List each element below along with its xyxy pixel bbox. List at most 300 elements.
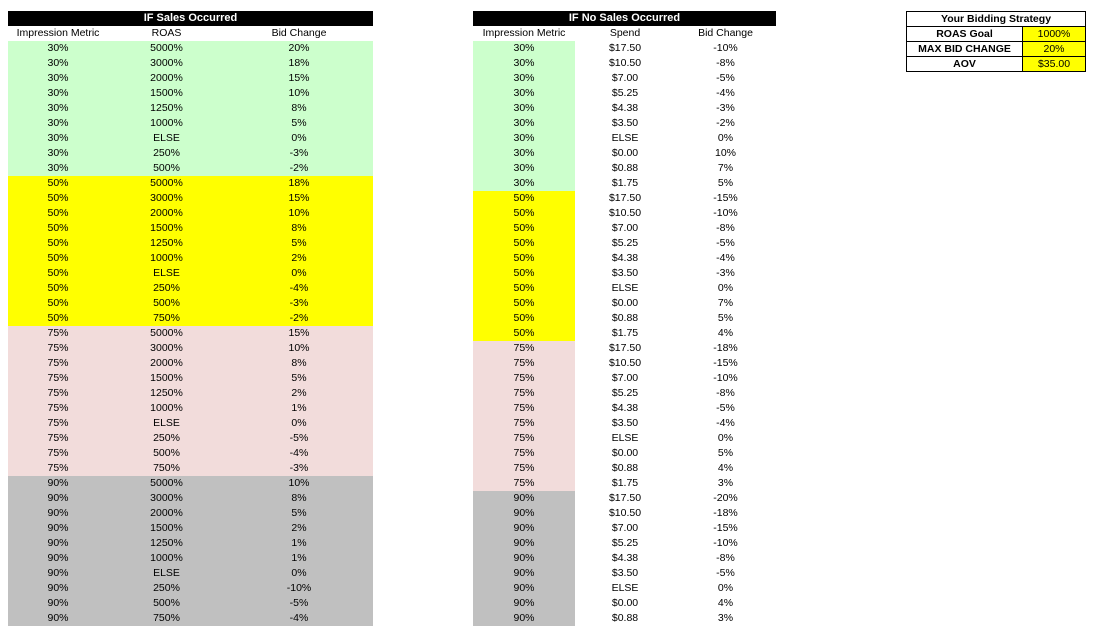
impression-metric-cell[interactable]: 75% xyxy=(473,431,575,446)
bid-change-cell[interactable]: -18% xyxy=(713,342,738,354)
table-row xyxy=(473,506,776,521)
spend-cell[interactable]: $7.00 xyxy=(611,372,639,384)
impression-metric-cell[interactable]: 75% xyxy=(8,356,108,371)
bid-change-cell[interactable]: 10% xyxy=(288,87,310,99)
table-row xyxy=(8,191,373,206)
spend-cell[interactable]: ELSE xyxy=(611,282,639,294)
impression-metric-cell[interactable]: 50% xyxy=(473,251,575,266)
bid-change-cell[interactable]: 5% xyxy=(291,237,307,249)
table-row xyxy=(8,341,373,356)
roas-cell[interactable]: 1250% xyxy=(150,387,183,399)
spend-cell[interactable]: $3.50 xyxy=(611,267,639,279)
roas-cell[interactable]: 3000% xyxy=(150,192,183,204)
bid-change-cell[interactable]: 8% xyxy=(291,222,307,234)
aov-label[interactable]: AOV xyxy=(907,57,1023,71)
bid-change-cell[interactable]: -10% xyxy=(713,372,738,384)
roas-cell[interactable]: 750% xyxy=(153,312,180,324)
roas-cell[interactable]: 250% xyxy=(153,147,180,159)
table-row xyxy=(473,371,776,386)
header-bid-change[interactable]: Bid Change xyxy=(271,27,327,39)
nosales-table-body xyxy=(473,41,776,626)
table-row xyxy=(8,56,373,71)
table-row xyxy=(8,176,373,191)
impression-metric-cell[interactable]: 50% xyxy=(473,326,575,341)
bid-change-cell[interactable]: 10% xyxy=(288,342,310,354)
roas-cell[interactable]: 1500% xyxy=(150,522,183,534)
bid-change-cell[interactable]: 5% xyxy=(291,117,307,129)
table-row xyxy=(8,146,373,161)
bid-change-cell[interactable]: 7% xyxy=(717,162,734,174)
impression-metric-cell[interactable]: 75% xyxy=(8,416,108,431)
table-row xyxy=(8,116,373,131)
roas-cell[interactable]: 1250% xyxy=(150,537,183,549)
impression-metric-cell[interactable]: 30% xyxy=(473,176,575,191)
bid-change-cell[interactable]: 1% xyxy=(291,552,307,564)
roas-cell[interactable]: 1250% xyxy=(150,102,183,114)
roas-cell[interactable]: 1250% xyxy=(150,237,183,249)
sales-table-body xyxy=(8,41,373,626)
header-spend[interactable]: Spend xyxy=(609,27,641,39)
bid-change-cell[interactable]: 5% xyxy=(717,312,734,324)
impression-metric-cell[interactable]: 30% xyxy=(473,41,575,56)
impression-metric-cell[interactable]: 75% xyxy=(8,461,108,476)
spend-cell[interactable]: $3.50 xyxy=(611,117,639,129)
impression-metric-cell[interactable]: 90% xyxy=(8,596,108,611)
impression-metric-cell[interactable]: 30% xyxy=(473,101,575,116)
bid-change-cell[interactable]: -3% xyxy=(289,147,309,159)
bid-change-cell[interactable]: 10% xyxy=(288,207,310,219)
bid-change-cell[interactable]: 15% xyxy=(288,327,310,339)
impression-metric-cell[interactable]: 75% xyxy=(473,386,575,401)
strategy-title-row xyxy=(907,12,1086,27)
bid-change-cell[interactable]: -5% xyxy=(289,432,309,444)
impression-metric-cell[interactable]: 50% xyxy=(8,236,108,251)
impression-metric-cell[interactable]: 30% xyxy=(8,56,108,71)
bid-change-cell[interactable]: 3% xyxy=(717,612,734,624)
bid-change-cell[interactable]: -5% xyxy=(716,72,735,84)
roas-cell[interactable]: 5000% xyxy=(150,177,183,189)
max-bid-change-label[interactable]: MAX BID CHANGE xyxy=(907,42,1023,56)
bid-change-cell[interactable]: 5% xyxy=(291,507,307,519)
impression-metric-cell[interactable]: 90% xyxy=(8,611,108,626)
bid-change-cell[interactable]: 18% xyxy=(288,177,310,189)
impression-metric-cell[interactable]: 50% xyxy=(8,266,108,281)
bid-change-cell[interactable]: 1% xyxy=(291,402,307,414)
impression-metric-cell[interactable]: 30% xyxy=(473,71,575,86)
table-row xyxy=(8,521,373,536)
bid-change-cell[interactable]: -18% xyxy=(713,507,738,519)
impression-metric-cell[interactable]: 75% xyxy=(8,446,108,461)
table-row xyxy=(473,581,776,596)
strategy-title[interactable]: Your Bidding Strategy xyxy=(907,12,1086,26)
bid-change-cell[interactable]: 8% xyxy=(291,102,307,114)
impression-metric-cell[interactable]: 90% xyxy=(473,581,575,596)
impression-metric-cell[interactable]: 75% xyxy=(473,446,575,461)
bid-change-cell[interactable]: -5% xyxy=(716,567,735,579)
spend-cell[interactable]: $17.50 xyxy=(608,192,642,204)
impression-metric-cell[interactable]: 90% xyxy=(473,536,575,551)
roas-cell[interactable]: 2000% xyxy=(150,357,183,369)
spend-cell[interactable]: $0.00 xyxy=(611,447,639,459)
spend-cell[interactable]: $0.88 xyxy=(611,612,639,624)
table-row xyxy=(473,236,776,251)
bid-change-cell[interactable]: 0% xyxy=(717,282,734,294)
impression-metric-cell[interactable]: 50% xyxy=(473,266,575,281)
roas-cell[interactable]: 1000% xyxy=(150,252,183,264)
impression-metric-cell[interactable]: 90% xyxy=(473,566,575,581)
bid-change-cell[interactable]: -10% xyxy=(713,537,738,549)
roas-cell[interactable]: 500% xyxy=(153,297,180,309)
table-row xyxy=(8,416,373,431)
bid-change-cell[interactable]: -4% xyxy=(716,87,735,99)
impression-metric-cell[interactable]: 30% xyxy=(8,131,108,146)
roas-cell[interactable]: 500% xyxy=(153,597,180,609)
bid-change-cell[interactable]: 5% xyxy=(717,177,734,189)
bid-change-cell[interactable]: 18% xyxy=(288,57,310,69)
bid-change-cell[interactable]: 0% xyxy=(291,567,307,579)
bid-change-cell[interactable]: 5% xyxy=(291,372,307,384)
header-impression-metric[interactable]: Impression Metric xyxy=(16,27,100,39)
no-sales-occurred-table xyxy=(473,11,776,626)
spend-cell[interactable]: ELSE xyxy=(611,132,639,144)
impression-metric-cell[interactable]: 50% xyxy=(473,296,575,311)
bid-change-cell[interactable]: 0% xyxy=(291,132,307,144)
bid-change-cell[interactable]: -3% xyxy=(289,297,309,309)
impression-metric-cell[interactable]: 50% xyxy=(473,311,575,326)
bid-change-cell[interactable]: -3% xyxy=(716,267,735,279)
max-bid-change-value[interactable]: 20% xyxy=(1023,42,1086,56)
spend-cell[interactable]: $7.00 xyxy=(611,222,639,234)
impression-metric-cell[interactable]: 75% xyxy=(473,461,575,476)
impression-metric-cell[interactable]: 75% xyxy=(8,326,108,341)
impression-metric-cell[interactable]: 75% xyxy=(8,431,108,446)
table-row xyxy=(473,311,776,326)
table-row xyxy=(473,566,776,581)
table-row xyxy=(473,536,776,551)
spend-cell[interactable]: $7.00 xyxy=(611,72,639,84)
impression-metric-cell[interactable]: 50% xyxy=(8,296,108,311)
spend-cell[interactable]: $17.50 xyxy=(608,492,642,504)
bid-change-cell[interactable]: 0% xyxy=(717,432,734,444)
impression-metric-cell[interactable]: 30% xyxy=(473,56,575,71)
spend-cell[interactable]: $4.38 xyxy=(611,552,639,564)
spend-cell[interactable]: $17.50 xyxy=(608,42,642,54)
table-row xyxy=(8,536,373,551)
bid-change-cell[interactable]: 15% xyxy=(288,192,310,204)
roas-goal-label[interactable]: ROAS Goal xyxy=(907,27,1023,41)
bid-change-cell[interactable]: 4% xyxy=(717,597,734,609)
bid-change-cell[interactable]: -3% xyxy=(716,102,735,114)
bid-change-cell[interactable]: 0% xyxy=(717,132,734,144)
bid-change-cell[interactable]: -8% xyxy=(716,552,735,564)
spend-cell[interactable]: $5.25 xyxy=(611,87,639,99)
bid-change-cell[interactable]: 10% xyxy=(714,147,736,159)
impression-metric-cell[interactable]: 75% xyxy=(473,476,575,491)
bid-change-cell[interactable]: -10% xyxy=(713,207,738,219)
roas-cell[interactable]: 5000% xyxy=(150,477,183,489)
bid-change-cell[interactable]: -3% xyxy=(289,462,309,474)
impression-metric-cell[interactable]: 50% xyxy=(8,191,108,206)
header-impression-metric[interactable]: Impression Metric xyxy=(482,27,566,39)
impression-metric-cell[interactable]: 30% xyxy=(473,116,575,131)
impression-metric-cell[interactable]: 75% xyxy=(473,416,575,431)
roas-cell[interactable]: 3000% xyxy=(150,342,183,354)
impression-metric-cell[interactable]: 75% xyxy=(8,341,108,356)
spend-cell[interactable]: $1.75 xyxy=(611,327,639,339)
table-row xyxy=(8,41,373,56)
bid-change-cell[interactable]: 4% xyxy=(717,462,734,474)
impression-metric-cell[interactable]: 90% xyxy=(8,536,108,551)
roas-cell[interactable]: 1000% xyxy=(150,552,183,564)
sales-occurred-table xyxy=(8,11,373,626)
impression-metric-cell[interactable]: 90% xyxy=(473,491,575,506)
impression-metric-cell[interactable]: 50% xyxy=(8,311,108,326)
impression-metric-cell[interactable]: 30% xyxy=(473,161,575,176)
roas-goal-value[interactable]: 1000% xyxy=(1023,27,1086,41)
table-row xyxy=(8,386,373,401)
impression-metric-cell[interactable]: 90% xyxy=(473,596,575,611)
table-row xyxy=(473,146,776,161)
spend-cell[interactable]: $5.25 xyxy=(611,537,639,549)
bid-change-cell[interactable]: -5% xyxy=(716,237,735,249)
roas-cell[interactable]: 5000% xyxy=(150,42,183,54)
bid-change-cell[interactable]: 5% xyxy=(717,447,734,459)
spend-cell[interactable]: $4.38 xyxy=(611,102,639,114)
impression-metric-cell[interactable]: 30% xyxy=(473,86,575,101)
table-row xyxy=(473,71,776,86)
impression-metric-cell[interactable]: 75% xyxy=(8,386,108,401)
spend-cell[interactable]: $4.38 xyxy=(611,402,639,414)
spend-cell[interactable]: $4.38 xyxy=(611,252,639,264)
roas-cell[interactable]: 1000% xyxy=(150,402,183,414)
impression-metric-cell[interactable]: 90% xyxy=(8,491,108,506)
impression-metric-cell[interactable]: 90% xyxy=(8,566,108,581)
impression-metric-cell[interactable]: 30% xyxy=(8,86,108,101)
bid-change-cell[interactable]: 2% xyxy=(291,252,307,264)
table-row xyxy=(8,401,373,416)
header-roas[interactable]: ROAS xyxy=(151,27,182,39)
table-row xyxy=(473,281,776,296)
impression-metric-cell[interactable]: 30% xyxy=(473,146,575,161)
table-row xyxy=(8,326,373,341)
bid-change-cell[interactable]: 3% xyxy=(717,477,734,489)
bid-change-cell[interactable]: -2% xyxy=(716,117,735,129)
bid-change-cell[interactable]: -8% xyxy=(716,222,735,234)
bid-change-cell[interactable]: 0% xyxy=(291,417,307,429)
table-row xyxy=(8,266,373,281)
impression-metric-cell[interactable]: 30% xyxy=(8,71,108,86)
bid-change-cell[interactable]: -4% xyxy=(289,612,309,624)
bid-change-cell[interactable]: -4% xyxy=(716,252,735,264)
bid-change-cell[interactable]: 2% xyxy=(291,522,307,534)
impression-metric-cell[interactable]: 90% xyxy=(473,611,575,626)
impression-metric-cell[interactable]: 50% xyxy=(8,251,108,266)
bid-change-cell[interactable]: -8% xyxy=(716,387,735,399)
spend-cell[interactable]: $1.75 xyxy=(611,477,639,489)
impression-metric-cell[interactable]: 75% xyxy=(473,401,575,416)
bid-change-cell[interactable]: -2% xyxy=(289,312,309,324)
table-row xyxy=(473,416,776,431)
header-bid-change[interactable]: Bid Change xyxy=(698,27,753,39)
table-row xyxy=(8,311,373,326)
bid-change-cell[interactable]: -10% xyxy=(286,582,312,594)
impression-metric-cell[interactable]: 90% xyxy=(473,521,575,536)
impression-metric-cell[interactable]: 75% xyxy=(8,371,108,386)
roas-cell[interactable]: 250% xyxy=(153,432,180,444)
impression-metric-cell[interactable]: 50% xyxy=(8,281,108,296)
bid-change-cell[interactable]: -8% xyxy=(716,57,735,69)
table-row xyxy=(8,431,373,446)
bid-change-cell[interactable]: 7% xyxy=(717,297,734,309)
impression-metric-cell[interactable]: 90% xyxy=(8,506,108,521)
table-row xyxy=(8,611,373,626)
spend-cell[interactable]: $0.00 xyxy=(611,597,639,609)
roas-cell[interactable]: 750% xyxy=(153,462,180,474)
bid-change-cell[interactable]: 15% xyxy=(288,72,310,84)
bid-change-cell[interactable]: -15% xyxy=(713,522,738,534)
spend-cell[interactable]: $0.00 xyxy=(611,147,639,159)
bid-change-cell[interactable]: 2% xyxy=(291,387,307,399)
roas-cell[interactable]: 5000% xyxy=(150,327,183,339)
table-row xyxy=(473,251,776,266)
roas-cell[interactable]: 1500% xyxy=(150,372,183,384)
bid-change-cell[interactable]: 8% xyxy=(291,492,307,504)
table-row xyxy=(473,386,776,401)
impression-metric-cell[interactable]: 50% xyxy=(473,236,575,251)
impression-metric-cell[interactable]: 90% xyxy=(8,521,108,536)
table-row xyxy=(473,161,776,176)
table-row xyxy=(473,341,776,356)
spend-cell[interactable]: $10.50 xyxy=(608,507,642,519)
spend-cell[interactable]: $0.00 xyxy=(611,297,639,309)
table-row xyxy=(473,491,776,506)
bid-change-cell[interactable]: 4% xyxy=(717,327,734,339)
roas-cell[interactable]: 500% xyxy=(153,447,180,459)
impression-metric-cell[interactable]: 30% xyxy=(8,101,108,116)
table-row xyxy=(8,86,373,101)
spend-cell[interactable]: $10.50 xyxy=(608,357,642,369)
impression-metric-cell[interactable]: 50% xyxy=(8,176,108,191)
roas-cell[interactable]: 250% xyxy=(153,282,180,294)
roas-cell[interactable]: 1500% xyxy=(150,87,183,99)
spend-cell[interactable]: $10.50 xyxy=(608,57,642,69)
impression-metric-cell[interactable]: 75% xyxy=(473,356,575,371)
table-row xyxy=(8,101,373,116)
table-row xyxy=(473,611,776,626)
roas-cell[interactable]: 1000% xyxy=(150,117,183,129)
impression-metric-cell[interactable]: 50% xyxy=(8,206,108,221)
roas-cell[interactable]: 750% xyxy=(153,612,180,624)
roas-cell[interactable]: 3000% xyxy=(150,492,183,504)
roas-cell[interactable]: 2000% xyxy=(150,207,183,219)
impression-metric-cell[interactable]: 90% xyxy=(473,506,575,521)
spend-cell[interactable]: ELSE xyxy=(611,432,639,444)
table-row xyxy=(8,551,373,566)
table-row xyxy=(473,191,776,206)
table-row xyxy=(8,131,373,146)
table-row xyxy=(473,116,776,131)
impression-metric-cell[interactable]: 50% xyxy=(473,221,575,236)
table-row xyxy=(473,431,776,446)
spend-cell[interactable]: $1.75 xyxy=(611,177,639,189)
aov-value[interactable]: $35.00 xyxy=(1023,57,1086,71)
impression-metric-cell[interactable]: 90% xyxy=(473,551,575,566)
roas-cell[interactable]: ELSE xyxy=(153,267,180,279)
bid-change-cell[interactable]: 8% xyxy=(291,357,307,369)
bid-change-cell[interactable]: 20% xyxy=(288,42,310,54)
impression-metric-cell[interactable]: 90% xyxy=(8,551,108,566)
roas-cell[interactable]: ELSE xyxy=(153,567,180,579)
bid-change-cell[interactable]: -15% xyxy=(713,192,738,204)
impression-metric-cell[interactable]: 90% xyxy=(8,476,108,491)
impression-metric-cell[interactable]: 30% xyxy=(8,161,108,176)
spend-cell[interactable]: $0.88 xyxy=(611,312,639,324)
bid-change-cell[interactable]: -2% xyxy=(289,162,309,174)
impression-metric-cell[interactable]: 50% xyxy=(473,191,575,206)
table-row xyxy=(473,326,776,341)
spend-cell[interactable]: $0.88 xyxy=(611,462,639,474)
bid-change-cell[interactable]: -4% xyxy=(289,447,309,459)
bid-change-cell[interactable]: 0% xyxy=(291,267,307,279)
impression-metric-cell[interactable]: 30% xyxy=(8,116,108,131)
impression-metric-cell[interactable]: 75% xyxy=(473,371,575,386)
table-row xyxy=(473,461,776,476)
impression-metric-cell[interactable]: 50% xyxy=(473,281,575,296)
bid-change-cell[interactable]: -4% xyxy=(716,417,735,429)
impression-metric-cell[interactable]: 50% xyxy=(473,206,575,221)
impression-metric-cell[interactable]: 75% xyxy=(473,341,575,356)
roas-cell[interactable]: 2000% xyxy=(150,72,183,84)
roas-cell[interactable]: ELSE xyxy=(153,417,180,429)
roas-cell[interactable]: 1500% xyxy=(150,222,183,234)
bid-change-cell[interactable]: -10% xyxy=(713,42,738,54)
nosales-table-header xyxy=(473,26,776,41)
bid-change-cell[interactable]: 1% xyxy=(291,537,307,549)
table-row xyxy=(8,206,373,221)
bid-change-cell[interactable]: 10% xyxy=(288,477,310,489)
spend-cell[interactable]: $5.25 xyxy=(611,387,639,399)
impression-metric-cell[interactable]: 90% xyxy=(8,581,108,596)
impression-metric-cell[interactable]: 30% xyxy=(8,41,108,56)
spend-cell[interactable]: $0.88 xyxy=(611,162,639,174)
bid-change-cell[interactable]: -5% xyxy=(716,402,735,414)
spend-cell[interactable]: $5.25 xyxy=(611,237,639,249)
roas-cell[interactable]: ELSE xyxy=(153,132,180,144)
bid-change-cell[interactable]: 0% xyxy=(717,582,734,594)
roas-cell[interactable]: 250% xyxy=(153,582,180,594)
roas-cell[interactable]: 2000% xyxy=(150,507,183,519)
roas-cell[interactable]: 3000% xyxy=(150,57,183,69)
impression-metric-cell[interactable]: 30% xyxy=(473,131,575,146)
bid-change-cell[interactable]: -5% xyxy=(289,597,309,609)
impression-metric-cell[interactable]: 50% xyxy=(8,221,108,236)
table-row xyxy=(473,401,776,416)
spend-cell[interactable]: ELSE xyxy=(611,582,639,594)
spend-cell[interactable]: $3.50 xyxy=(611,567,639,579)
bid-change-cell[interactable]: -20% xyxy=(713,492,738,504)
table-row xyxy=(8,446,373,461)
impression-metric-cell[interactable]: 30% xyxy=(8,146,108,161)
spend-cell[interactable]: $17.50 xyxy=(608,342,642,354)
impression-metric-cell[interactable]: 75% xyxy=(8,401,108,416)
spend-cell[interactable]: $7.00 xyxy=(611,522,639,534)
roas-cell[interactable]: 500% xyxy=(153,162,180,174)
table-row xyxy=(473,596,776,611)
bid-change-cell[interactable]: -15% xyxy=(713,357,738,369)
bid-change-cell[interactable]: -4% xyxy=(289,282,309,294)
spend-cell[interactable]: $10.50 xyxy=(608,207,642,219)
spend-cell[interactable]: $3.50 xyxy=(611,417,639,429)
